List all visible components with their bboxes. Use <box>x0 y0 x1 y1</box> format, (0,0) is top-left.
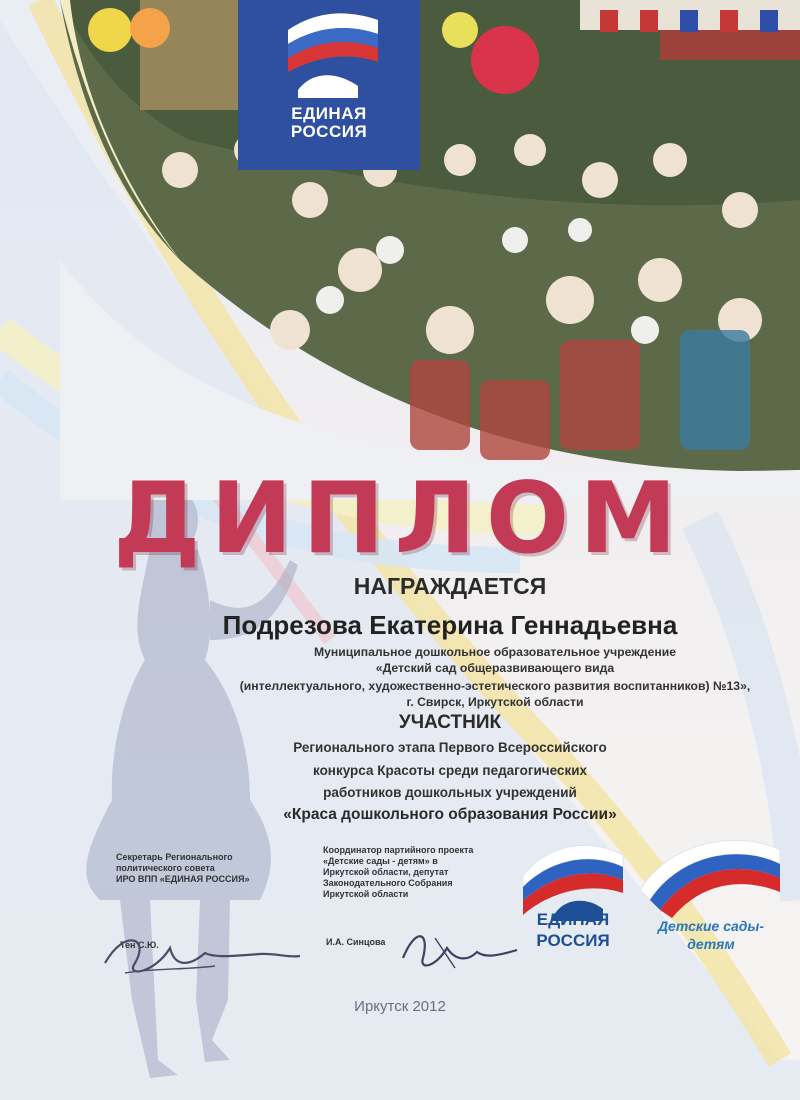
institution-line: Муниципальное дошкольное образовательное учреждение <box>313 645 677 659</box>
competition-title: «Краса дошкольного образования России» <box>283 806 617 823</box>
position-line: «Детские сады - детям» в <box>323 856 438 866</box>
party-banner <box>238 0 420 170</box>
project-logo-line2: детям <box>687 936 735 952</box>
position-line: Законодательного Собрания <box>323 878 453 888</box>
institution-line: (интеллектуального, художественно-эстетического развития воспитанников) №13», <box>239 679 751 693</box>
competition-line: работников дошкольных учреждений <box>323 785 577 800</box>
position-line: Иркутской области, депутат <box>323 867 449 877</box>
competition-line: конкурса Красоты среди педагогических <box>312 763 588 778</box>
diploma-title: ДИПЛОМ <box>113 462 687 576</box>
right-signatory-name: И.А. Синцова <box>326 937 386 947</box>
left-signatory-position <box>116 852 249 885</box>
position-line: Иркутской области <box>323 889 409 899</box>
left-signature <box>95 918 305 988</box>
children-crowd-photo <box>60 0 800 500</box>
project-logo-icon <box>630 830 790 920</box>
party-banner-bg <box>238 0 420 170</box>
party-logo-line1: ЕДИНАЯ <box>536 910 610 929</box>
banner-line2: РОССИЯ <box>290 122 368 141</box>
position-line: Координатор партийного проекта <box>323 845 474 855</box>
role-label: УЧАСТНИК <box>398 712 502 733</box>
recipient-name: Подрезова Екатерина Геннадьевна <box>222 610 678 640</box>
position-line: Секретарь Регионального <box>116 852 233 862</box>
institution-line: «Детский сад общеразвивающего вида <box>375 661 615 675</box>
left-signatory-name: Тен С.Ю. <box>120 940 159 950</box>
banner-line1: ЕДИНАЯ <box>291 104 367 123</box>
position-line: ИРО ВПП «ЕДИНАЯ РОССИЯ» <box>116 874 250 884</box>
project-logo-line1: Детские сады- <box>657 918 765 934</box>
awarded-label: НАГРАЖДАЕТСЯ <box>353 573 547 599</box>
institution-line: г. Свирск, Иркутской области <box>406 695 584 709</box>
place-and-year: Иркутск 2012 <box>354 998 446 1015</box>
right-signatory-position <box>323 845 473 900</box>
position-line: политического совета <box>116 863 215 873</box>
competition-line: Регионального этапа Первого Всероссийского <box>293 740 607 755</box>
party-logo-line2: РОССИЯ <box>536 931 610 950</box>
